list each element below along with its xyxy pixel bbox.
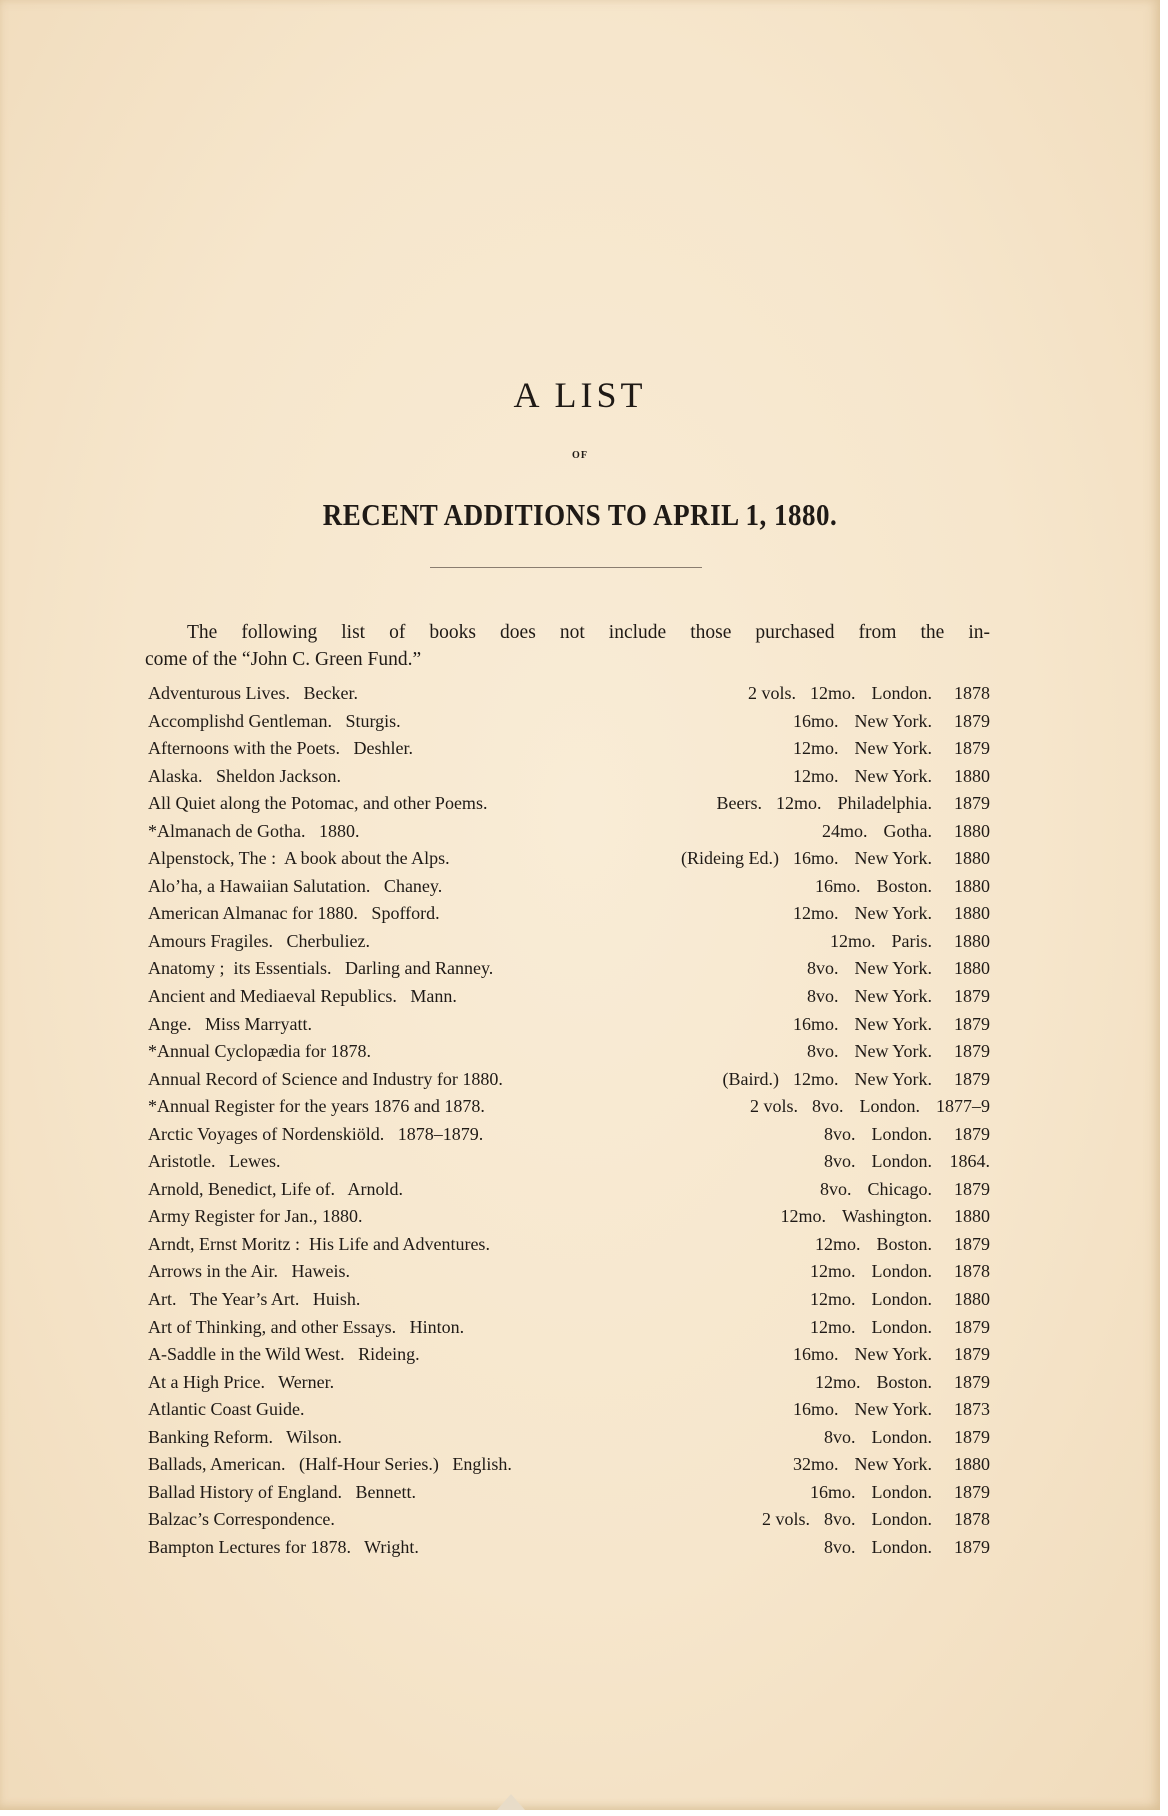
book-year: 1878 bbox=[954, 1509, 990, 1530]
publication-info bbox=[824, 1424, 990, 1452]
publication-info bbox=[830, 928, 990, 956]
book-note: (Baird.) bbox=[722, 1068, 779, 1089]
publication-info bbox=[807, 955, 990, 983]
book-title: American Almanac for 1880. Spofford. bbox=[148, 903, 440, 924]
book-year: 1880 bbox=[954, 875, 990, 896]
book-note: 2 vols. bbox=[749, 1096, 798, 1117]
book-title: Aristotle. Lewes. bbox=[148, 1151, 281, 1172]
book-year: 1879 bbox=[954, 793, 990, 814]
book-year: 1879 bbox=[954, 1371, 990, 1392]
book-format: 12mo. bbox=[814, 1233, 861, 1254]
book-year: 1879 bbox=[954, 1481, 990, 1502]
book-place: New York. bbox=[854, 710, 932, 731]
book-year: 1880 bbox=[954, 848, 990, 869]
book-format: 8vo. bbox=[824, 1151, 856, 1172]
book-place: London. bbox=[871, 1261, 932, 1282]
book-place: Gotha. bbox=[883, 820, 932, 841]
book-year: 1880 bbox=[954, 765, 990, 786]
book-year: 1880 bbox=[954, 903, 990, 924]
book-title: *Annual Cyclopædia for 1878. bbox=[148, 1041, 371, 1062]
book-title: *Almanach de Gotha. 1880. bbox=[148, 820, 360, 841]
intro-paragraph bbox=[145, 619, 990, 673]
list-item bbox=[148, 900, 990, 928]
list-item bbox=[148, 1231, 990, 1259]
publication-info bbox=[824, 1121, 990, 1149]
book-format: 16mo. bbox=[809, 1481, 856, 1502]
book-note: Beers. bbox=[716, 793, 762, 814]
book-format: 12mo. bbox=[792, 1068, 839, 1089]
page-subtitle: RECENT ADDITIONS TO APRIL 1, 1880. bbox=[322, 498, 838, 532]
publication-info bbox=[807, 1038, 990, 1066]
book-year: 1879 bbox=[954, 710, 990, 731]
list-item bbox=[148, 1506, 990, 1534]
book-year: 1880 bbox=[954, 930, 990, 951]
book-title: Ballads, American. (Half-Hour Series.) English. bbox=[148, 1454, 512, 1475]
book-title: Arctic Voyages of Nordenskiöld. 1878–1879. bbox=[148, 1123, 484, 1144]
book-place: Boston. bbox=[876, 1371, 932, 1392]
book-title: Banking Reform. Wilson. bbox=[148, 1426, 342, 1447]
book-place: New York. bbox=[854, 765, 932, 786]
book-place: London. bbox=[871, 1316, 932, 1337]
list-item bbox=[148, 1093, 990, 1121]
list-item bbox=[148, 955, 990, 983]
book-title: At a High Price. Werner. bbox=[148, 1371, 335, 1392]
book-year: 1879 bbox=[954, 1316, 990, 1337]
publication-info bbox=[807, 983, 990, 1011]
book-year: 1880 bbox=[954, 820, 990, 841]
list-item bbox=[148, 1534, 990, 1562]
book-title: Alaska. Sheldon Jackson. bbox=[148, 765, 341, 786]
intro-line-2: come of the “John C. Green Fund.” bbox=[145, 648, 422, 670]
book-format: 8vo. bbox=[806, 958, 839, 979]
list-item bbox=[148, 1011, 990, 1039]
book-year: 1880 bbox=[954, 1206, 990, 1227]
publication-info bbox=[717, 790, 990, 818]
book-title: A-Saddle in the Wild West. Rideing. bbox=[148, 1344, 420, 1365]
publication-info bbox=[750, 1093, 990, 1121]
list-item bbox=[148, 1451, 990, 1479]
book-format: 16mo. bbox=[792, 710, 839, 731]
book-year: 1879 bbox=[954, 1068, 990, 1089]
title-connector: OF bbox=[572, 450, 588, 461]
list-item bbox=[148, 1038, 990, 1066]
publication-info bbox=[820, 1176, 990, 1204]
book-title: Art. The Year’s Art. Huish. bbox=[148, 1289, 361, 1310]
publication-info bbox=[822, 818, 990, 846]
book-place: London. bbox=[871, 1151, 932, 1172]
book-title: Adventurous Lives. Becker. bbox=[148, 683, 358, 703]
book-title: Army Register for Jan., 1880. bbox=[148, 1206, 363, 1227]
list-item bbox=[148, 1396, 990, 1424]
book-format: 16mo. bbox=[792, 1013, 839, 1034]
publication-info bbox=[793, 1451, 990, 1479]
list-item bbox=[148, 873, 990, 901]
book-place: Philadelphia. bbox=[837, 793, 932, 814]
book-year: 1879 bbox=[954, 1536, 990, 1557]
book-place: London. bbox=[871, 1509, 932, 1530]
book-note: 2 vols. bbox=[747, 683, 796, 703]
publication-info bbox=[793, 1341, 990, 1369]
book-format: 12mo. bbox=[809, 1316, 856, 1337]
book-title: Amours Fragiles. Cherbuliez. bbox=[148, 930, 370, 951]
book-year: 1879 bbox=[954, 1123, 990, 1144]
book-year: 1879 bbox=[954, 738, 990, 759]
book-place: London. bbox=[871, 1481, 932, 1502]
publication-info bbox=[762, 1506, 990, 1534]
list-item bbox=[148, 818, 990, 846]
publication-info bbox=[780, 1203, 990, 1231]
publication-info bbox=[810, 1258, 990, 1286]
book-place: New York. bbox=[854, 1041, 932, 1062]
list-item bbox=[148, 1121, 990, 1149]
book-title: Atlantic Coast Guide. bbox=[148, 1399, 305, 1420]
list-item bbox=[148, 1314, 990, 1342]
book-title: Ancient and Mediaeval Republics. Mann. bbox=[148, 986, 457, 1007]
list-item bbox=[148, 1424, 990, 1452]
book-format: 16mo. bbox=[814, 875, 861, 896]
book-format: 12mo. bbox=[809, 1289, 856, 1310]
book-format: 8vo. bbox=[806, 1041, 839, 1062]
book-year: 1879 bbox=[954, 986, 990, 1007]
book-year: 1878 bbox=[954, 683, 990, 703]
book-title: Accomplishd Gentleman. Sturgis. bbox=[148, 710, 401, 731]
page-title: A LIST bbox=[513, 375, 647, 415]
book-title: All Quiet along the Potomac, and other Poems. bbox=[148, 793, 488, 814]
book-format: 12mo. bbox=[780, 1206, 826, 1227]
list-item bbox=[148, 790, 990, 818]
title-divider bbox=[430, 567, 702, 568]
book-place: Boston. bbox=[876, 1233, 932, 1254]
publication-info bbox=[793, 1011, 990, 1039]
book-place: New York. bbox=[854, 1399, 932, 1420]
list-item bbox=[148, 680, 990, 708]
list-item bbox=[148, 928, 990, 956]
publication-info bbox=[793, 735, 990, 763]
book-format: 16mo. bbox=[792, 1344, 839, 1365]
book-title: *Annual Register for the years 1876 and 1878. bbox=[148, 1096, 485, 1117]
book-format: 12mo. bbox=[814, 1371, 861, 1392]
book-title: Arrows in the Air. Haweis. bbox=[148, 1261, 350, 1282]
book-year: 1880 bbox=[954, 958, 990, 979]
publication-info bbox=[681, 845, 990, 873]
publication-info bbox=[815, 1231, 990, 1259]
publication-info bbox=[793, 763, 990, 791]
book-format: 24mo. bbox=[821, 820, 868, 841]
book-year: 1879 bbox=[954, 1013, 990, 1034]
book-note: 2 vols. bbox=[761, 1509, 810, 1530]
book-place: New York. bbox=[854, 1454, 932, 1475]
publication-info bbox=[793, 1396, 990, 1424]
list-item bbox=[148, 1203, 990, 1231]
book-year: 1877–9 bbox=[936, 1096, 990, 1117]
publication-info bbox=[748, 680, 990, 708]
book-year: 1873 bbox=[954, 1399, 990, 1420]
book-title: Alpenstock, The : A book about the Alps. bbox=[148, 848, 450, 869]
book-place: London. bbox=[859, 1096, 920, 1117]
book-place: Paris. bbox=[891, 930, 932, 951]
book-title: Annual Record of Science and Industry for 1880. bbox=[148, 1068, 503, 1089]
book-place: London. bbox=[871, 1536, 932, 1557]
book-place: New York. bbox=[854, 986, 932, 1007]
book-title: Art of Thinking, and other Essays. Hinton. bbox=[148, 1316, 465, 1337]
book-year: 1879 bbox=[954, 1344, 990, 1365]
book-year: 1880 bbox=[954, 1289, 990, 1310]
book-title: Arndt, Ernst Moritz : His Life and Adventures. bbox=[148, 1233, 490, 1254]
book-place: London. bbox=[871, 683, 932, 703]
book-format: 8vo. bbox=[806, 986, 839, 1007]
book-format: 12mo. bbox=[792, 765, 839, 786]
list-item bbox=[148, 735, 990, 763]
book-format: 12mo. bbox=[776, 793, 822, 814]
book-place: New York. bbox=[854, 1344, 932, 1365]
paper-fold-mark bbox=[497, 1794, 525, 1810]
book-year: 1878 bbox=[954, 1261, 990, 1282]
publication-info bbox=[824, 1148, 990, 1176]
book-place: New York. bbox=[854, 848, 932, 869]
book-list bbox=[148, 680, 990, 1562]
book-place: London. bbox=[871, 1289, 932, 1310]
book-place: New York. bbox=[854, 1013, 932, 1034]
book-format: 12mo. bbox=[829, 930, 876, 951]
book-format: 8vo. bbox=[820, 1178, 852, 1199]
book-format: 16mo. bbox=[792, 1399, 839, 1420]
publication-info bbox=[815, 873, 990, 901]
list-item bbox=[148, 1176, 990, 1204]
book-title: Balzac’s Correspondence. bbox=[148, 1509, 335, 1530]
book-title: Arnold, Benedict, Life of. Arnold. bbox=[148, 1178, 403, 1199]
publication-info bbox=[815, 1369, 990, 1397]
list-item bbox=[148, 845, 990, 873]
book-place: Washington. bbox=[841, 1206, 932, 1227]
list-item bbox=[148, 1479, 990, 1507]
book-title: Afternoons with the Poets. Deshler. bbox=[148, 738, 413, 759]
book-place: New York. bbox=[854, 958, 932, 979]
book-format: 12mo. bbox=[792, 738, 839, 759]
publication-info bbox=[722, 1066, 990, 1094]
list-item bbox=[148, 1341, 990, 1369]
book-format: 8vo. bbox=[824, 1123, 856, 1144]
book-place: New York. bbox=[854, 738, 932, 759]
publication-info bbox=[824, 1534, 990, 1562]
book-place: Boston. bbox=[876, 875, 932, 896]
list-item bbox=[148, 1258, 990, 1286]
intro-line-1: The following list of books does not include those purchased from the in- bbox=[187, 621, 990, 643]
list-item bbox=[148, 763, 990, 791]
book-title: Alo’ha, a Hawaiian Salutation. Chaney. bbox=[148, 875, 443, 896]
book-year: 1879 bbox=[954, 1178, 990, 1199]
book-format: 32mo. bbox=[792, 1454, 839, 1475]
publication-info bbox=[810, 1286, 990, 1314]
list-item bbox=[148, 1148, 990, 1176]
book-year: 1879 bbox=[954, 1426, 990, 1447]
book-format: 8vo. bbox=[812, 1096, 844, 1117]
book-place: London. bbox=[871, 1123, 932, 1144]
book-format: 16mo. bbox=[792, 848, 839, 869]
publication-info bbox=[810, 1479, 990, 1507]
book-year: 1879 bbox=[954, 1041, 990, 1062]
book-title: Ballad History of England. Bennett. bbox=[148, 1481, 416, 1502]
book-format: 12mo. bbox=[809, 683, 856, 703]
book-format: 12mo. bbox=[809, 1261, 856, 1282]
publication-info bbox=[810, 1314, 990, 1342]
publication-info bbox=[793, 900, 990, 928]
book-title: Ange. Miss Marryatt. bbox=[148, 1013, 312, 1034]
book-note: (Rideing Ed.) bbox=[680, 848, 779, 869]
list-item bbox=[148, 1066, 990, 1094]
book-place: New York. bbox=[854, 903, 932, 924]
book-place: New York. bbox=[854, 1068, 932, 1089]
book-format: 8vo. bbox=[824, 1426, 856, 1447]
book-format: 8vo. bbox=[824, 1536, 856, 1557]
book-year: 1864. bbox=[949, 1151, 990, 1172]
book-place: London. bbox=[871, 1426, 932, 1447]
book-place: Chicago. bbox=[867, 1178, 932, 1199]
book-title: Anatomy ; its Essentials. Darling and Ranney. bbox=[148, 958, 494, 979]
list-item bbox=[148, 1286, 990, 1314]
book-format: 8vo. bbox=[824, 1509, 856, 1530]
book-title: Bampton Lectures for 1878. Wright. bbox=[148, 1536, 419, 1557]
list-item bbox=[148, 1369, 990, 1397]
book-year: 1880 bbox=[954, 1454, 990, 1475]
list-item bbox=[148, 983, 990, 1011]
book-year: 1879 bbox=[954, 1233, 990, 1254]
book-format: 12mo. bbox=[792, 903, 839, 924]
publication-info bbox=[793, 708, 990, 736]
list-item bbox=[148, 708, 990, 736]
